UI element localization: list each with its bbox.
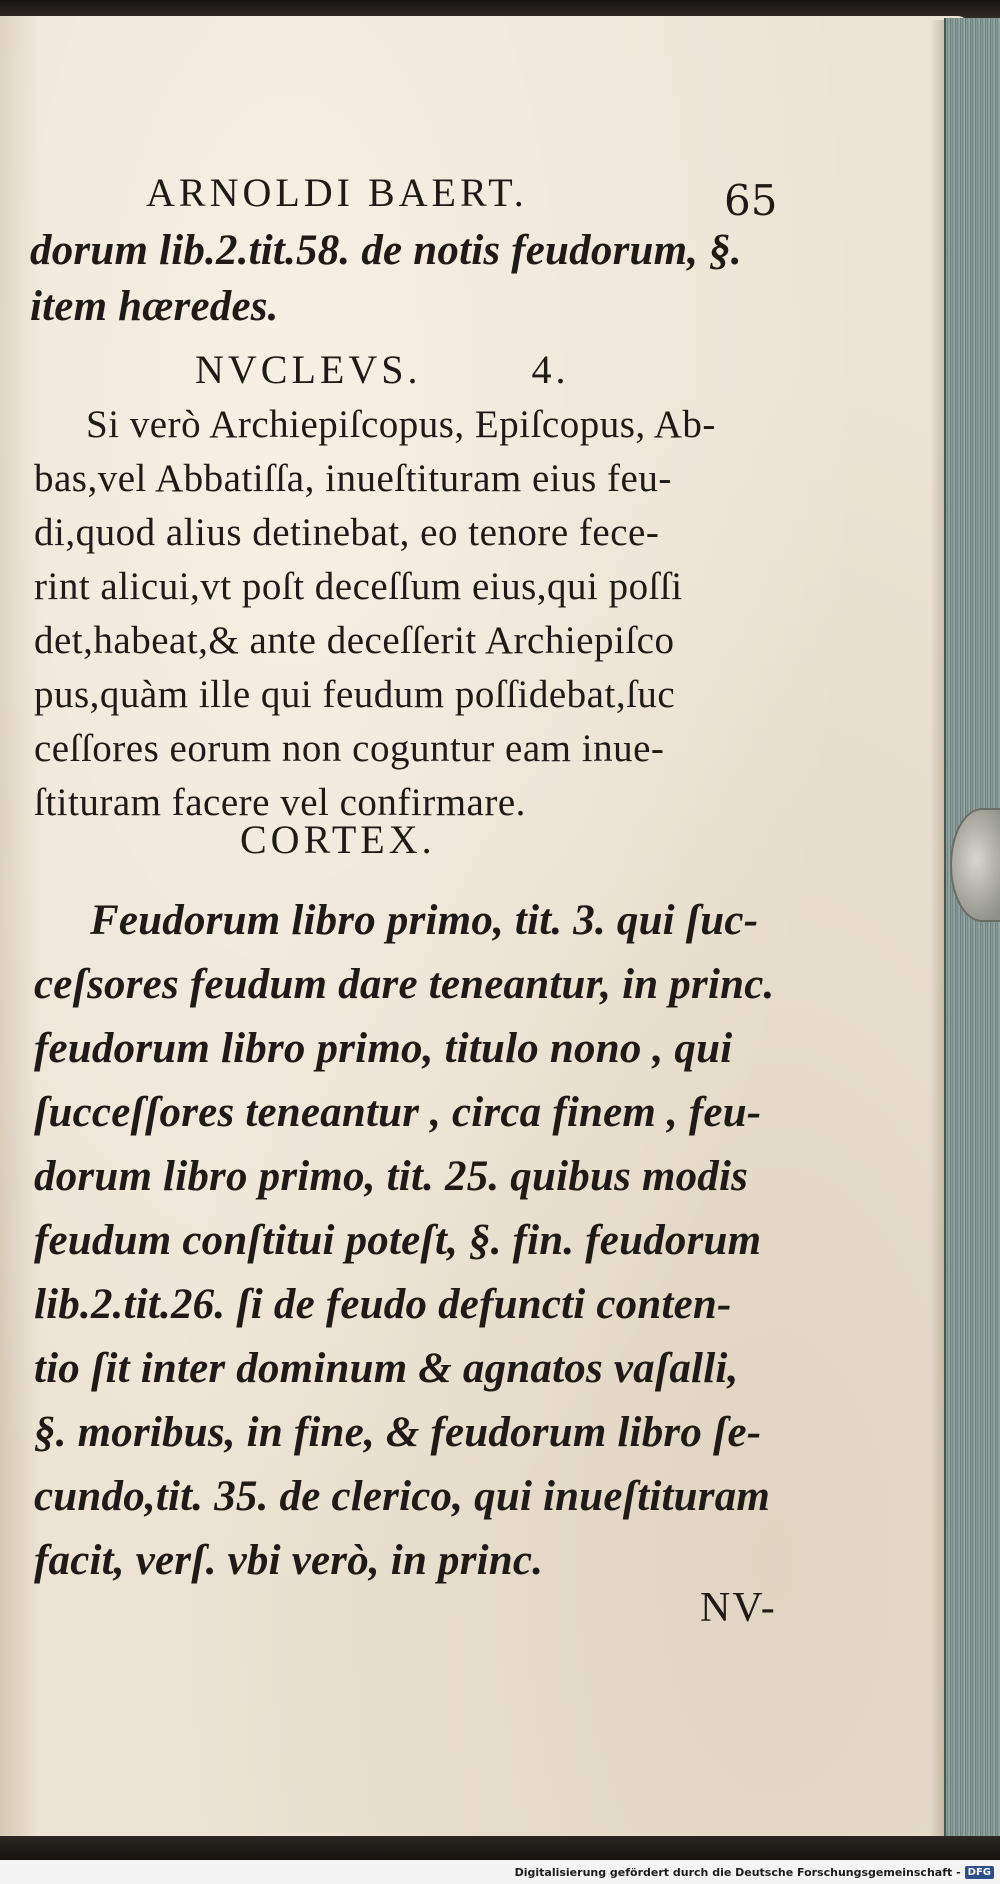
intro-line: dorum lib.2.tit.58. de notis feudorum, §. (30, 227, 742, 274)
nucleus-line: ſtituram facere vel confirmare. (34, 781, 526, 824)
page-stack-edge (944, 18, 1000, 1838)
nucleus-heading-label: NVCLEVS. (195, 347, 422, 392)
nucleus-number: 4. (531, 347, 570, 392)
nucleus-line: di,quod alius detinebat, eo tenore fece- (34, 511, 660, 554)
running-head: ARNOLDI BAERT. (146, 170, 528, 215)
cortex-line: feudum conſtitui poteſt, §. fin. feudorum (34, 1217, 762, 1264)
cortex-line: dorum libro primo, tit. 25. quibus modis (34, 1153, 749, 1200)
dfg-logo-icon: DFG (965, 1866, 994, 1879)
cortex-line: tio ſit inter dominum & agnatos vaſalli, (34, 1345, 739, 1392)
nucleus-line: rint alicui,vt poſt deceſſum eius,qui poſſi (34, 565, 683, 608)
cortex-heading: CORTEX. (240, 817, 436, 862)
cortex-line: feudorum libro primo, titulo nono , qui (34, 1025, 733, 1072)
digitization-credit-bar (0, 1860, 1000, 1884)
nucleus-line: det,habeat,& ante deceſſerit Archiepiſco (34, 619, 675, 662)
page-number: 65 (724, 176, 778, 225)
cortex-line: facit, verſ. vbi verò, in princ. (34, 1537, 544, 1584)
cortex-line: ceſsores feudum dare teneantur, in princ. (34, 961, 775, 1008)
cortex-line: ſucceſſores teneantur , circa finem , feu- (34, 1089, 762, 1136)
paper-page (0, 16, 968, 1836)
nucleus-heading (195, 346, 569, 393)
cortex-line: §. moribus, in fine, & feudorum libro ſe- (34, 1409, 762, 1456)
catchword: NV- (700, 1585, 777, 1631)
bottom-binding-edge (0, 1836, 1000, 1860)
cortex-line: lib.2.tit.26. ſi de feudo defuncti conten- (34, 1281, 732, 1328)
nucleus-line: bas,vel Abbatiſſa, inueſtituram eius feu- (34, 457, 672, 500)
nucleus-line: pus,quàm ille qui feudum poſſidebat,ſuc (34, 673, 676, 716)
cortex-line: Feudorum libro primo, tit. 3. qui ſuc- (90, 897, 759, 944)
cortex-line: cundo,tit. 35. de clerico, qui inueſtituram (34, 1473, 771, 1520)
nucleus-line: ceſſores eorum non coguntur eam inue- (34, 727, 665, 770)
nucleus-line: Si verò Archiepiſcopus, Epiſcopus, Ab- (86, 403, 716, 446)
intro-line: item hæredes. (30, 283, 279, 330)
digitization-credit: Digitalisierung gefördert durch die Deutsche Forschungsgemeinschaft - (514, 1865, 961, 1879)
